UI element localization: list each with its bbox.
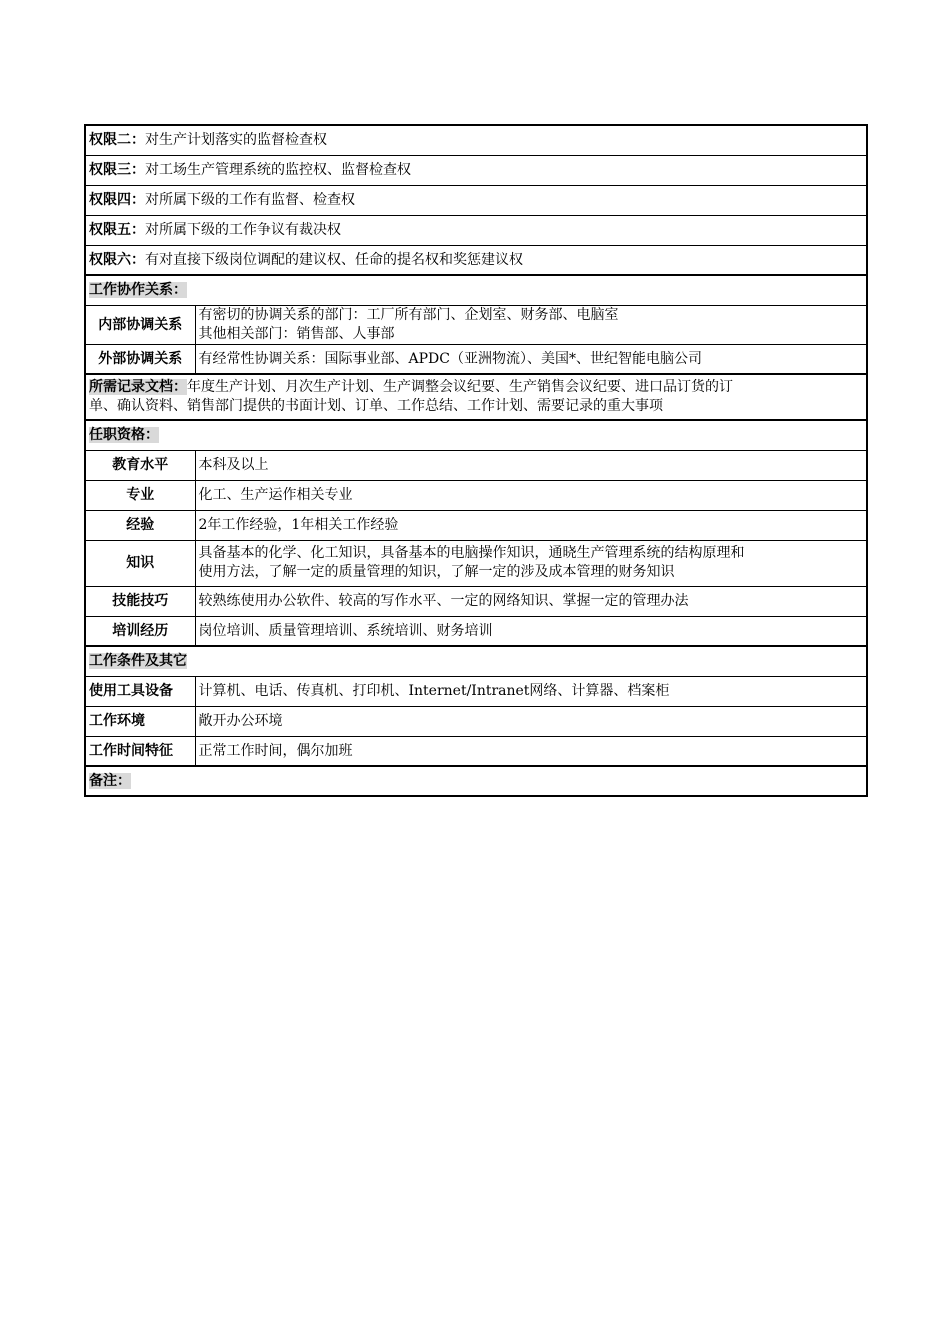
conditions-label: 使用工具设备 (85, 676, 195, 706)
authority-row (85, 245, 867, 275)
section-heading-cell (85, 420, 867, 450)
authority-cell (85, 215, 867, 245)
qualification-line: 使用方法，了解一定的质量管理的知识，了解一定的涉及成本管理的财务知识 (198, 564, 675, 580)
authority-text: 对生产计划落实的监督检查权 (145, 132, 327, 149)
qualification-line: 具备基本的化学、化工知识，具备基本的电脑操作知识，通晓生产管理系统的结构原理和 (198, 545, 745, 561)
qualification-cell (195, 540, 867, 586)
qualification-row (85, 480, 867, 510)
section-heading-row (85, 646, 867, 676)
qualification-label: 教育水平 (85, 450, 195, 480)
authority-label: 权限二： (89, 132, 145, 149)
remarks-label: 备注： (89, 773, 131, 789)
authority-cell (85, 155, 867, 185)
qualification-row (85, 616, 867, 646)
authority-row (85, 125, 867, 155)
external-coordination-label: 外部协调关系 (85, 344, 195, 374)
conditions-row (85, 736, 867, 766)
authority-text: 对工场生产管理系统的监控权、监督检查权 (145, 162, 411, 178)
conditions-row (85, 706, 867, 736)
authority-label: 权限四： (89, 192, 145, 208)
authority-row (85, 185, 867, 215)
external-coordination-text: 有经常性协调关系：国际事业部、APDC（亚洲物流）、美国*、世纪智能电脑公司 (195, 344, 867, 374)
qualification-text: 岗位培训、质量管理培训、系统培训、财务培训 (195, 616, 867, 646)
qualification-label: 培训经历 (85, 616, 195, 646)
authority-label: 权限六： (89, 251, 145, 268)
qualification-row (85, 510, 867, 540)
internal-coordination-row (85, 305, 867, 344)
section-heading-row (85, 275, 867, 305)
records-row (85, 374, 867, 420)
qualification-text: 化工、生产运作相关专业 (195, 480, 867, 510)
internal-coordination-label: 内部协调关系 (85, 305, 195, 344)
records-cell (85, 374, 867, 420)
qualification-heading: 任职资格： (89, 427, 159, 444)
qualification-row (85, 540, 867, 586)
authority-text: 对所属下级的工作争议有裁决权 (145, 222, 341, 238)
section-heading-cell (85, 275, 867, 305)
authority-row (85, 155, 867, 185)
remarks-row (85, 766, 867, 796)
qualification-row (85, 586, 867, 616)
remarks-cell (85, 766, 867, 796)
internal-coordination-line: 有密切的协调关系的部门：工厂所有部门、企划室、财务部、电脑室 (198, 306, 619, 323)
conditions-label: 工作环境 (85, 706, 195, 736)
authority-cell (85, 245, 867, 275)
conditions-row (85, 676, 867, 706)
job-description-table (84, 124, 868, 797)
authority-row (85, 215, 867, 245)
conditions-text: 计算机、电话、传真机、打印机、Internet/Intranet网络、计算器、档案柜 (195, 676, 867, 706)
qualification-label: 技能技巧 (85, 586, 195, 616)
job-description-sheet (84, 124, 866, 797)
qualification-text: 本科及以上 (195, 450, 867, 480)
external-coordination-row (85, 344, 867, 374)
section-heading-row (85, 420, 867, 450)
records-label: 所需记录文档： (89, 379, 187, 395)
conditions-text: 敞开办公环境 (195, 706, 867, 736)
qualification-label: 知识 (85, 540, 195, 586)
conditions-heading: 工作条件及其它 (89, 653, 187, 670)
records-line: 单、确认资料、销售部门提供的书面计划、订单、工作总结、工作计划、需要记录的重大事项 (89, 398, 663, 414)
qualification-text: 较熟练使用办公软件、较高的写作水平、一定的网络知识、掌握一定的管理办法 (195, 586, 867, 616)
authority-text: 有对直接下级岗位调配的建议权、任命的提名权和奖惩建议权 (145, 251, 523, 268)
authority-text: 对所属下级的工作有监督、检查权 (145, 192, 355, 208)
qualification-label: 经验 (85, 510, 195, 540)
qualification-label: 专业 (85, 480, 195, 510)
authority-cell (85, 125, 867, 155)
authority-label: 权限三： (89, 162, 145, 178)
internal-coordination-line: 其他相关部门：销售部、人事部 (198, 325, 395, 342)
authority-label: 权限五： (89, 222, 145, 238)
cooperation-heading: 工作协作关系： (89, 282, 187, 299)
conditions-label: 工作时间特征 (85, 736, 195, 766)
authority-cell (85, 185, 867, 215)
qualification-text: 2年工作经验，1年相关工作经验 (195, 510, 867, 540)
conditions-text: 正常工作时间，偶尔加班 (195, 736, 867, 766)
qualification-row (85, 450, 867, 480)
records-line: 年度生产计划、月次生产计划、生产调整会议纪要、生产销售会议纪要、进口品订货的订 (187, 379, 733, 395)
section-heading-cell (85, 646, 867, 676)
internal-coordination-cell (195, 305, 867, 344)
